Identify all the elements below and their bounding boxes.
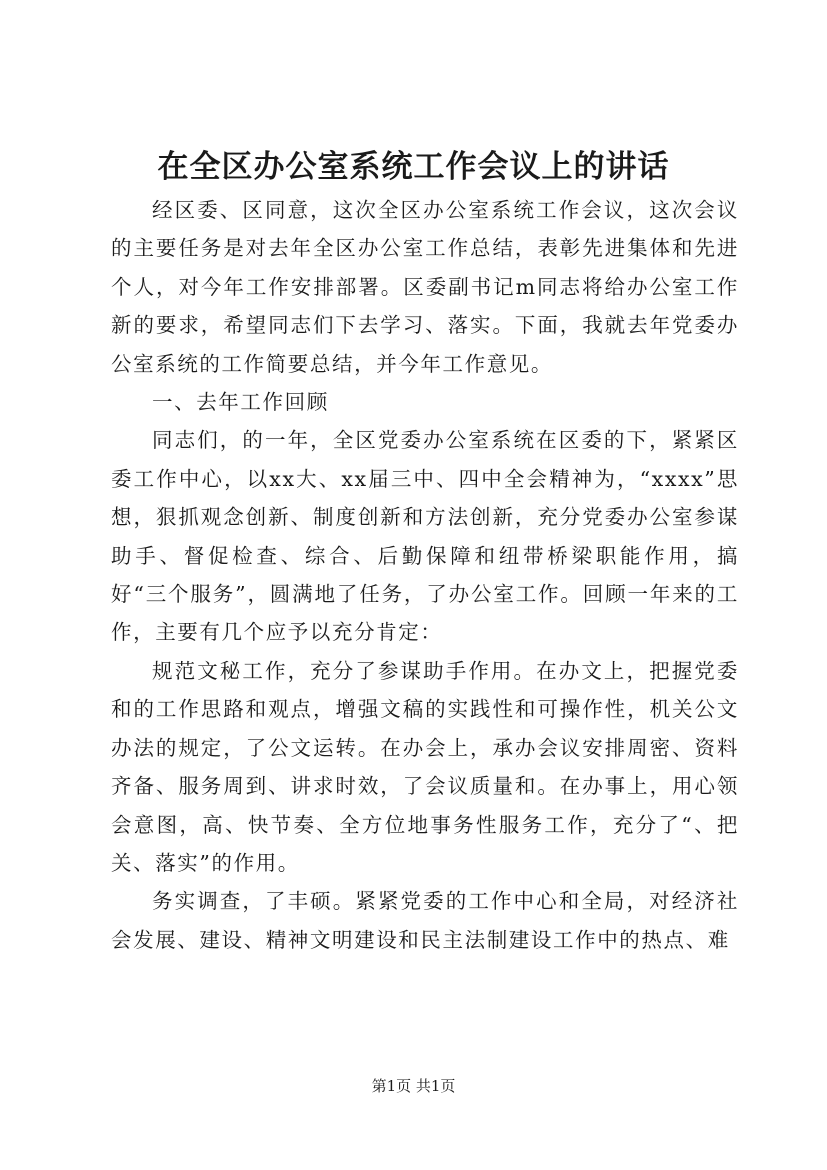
page-footer: 第1页 共1页: [371, 1077, 456, 1095]
paragraph-intro: 经区委、区同意，这次全区办公室系统工作会议，这次会议的主要任务是对去年全区办公室工作总结，表彰先进集体和先进个人，对今年工作安排部署。区委副书记m同志将给办公室工作新的要求，希望同志们下去学习、落实。下面，我就去年党委办公室系统的工作简要总结，并今年工作意见。: [111, 198, 739, 376]
document-title: 在全区办公室系统工作会议上的讲话: [157, 149, 670, 185]
paragraph-secretarial: 规范文秘工作，充分了参谋助手作用。在办文上，把握党委和的工作思路和观点，增强文稿的实践性和可操作性，机关公文办法的规定，了公文运转。在办会上，承办会议安排周密、资料齐备、服务周到、讲求时效，了会议质量和。在办事上，用心领会意图，高、快节奏、全方位地事务性服务工作，充分了“、把关、落实”的作用。: [111, 658, 739, 875]
document-body: [111, 191, 739, 959]
paragraph-review: 同志们，的一年，全区党委办公室系统在区委的下，紧紧区委工作中心，以xx大、xx届三中、四中全会精神为，“xxxx”思想，狠抓观念创新、制度创新和方法创新，充分党委办公室参谋助手、督促检查、综合、后勤保障和纽带桥梁职能作用，搞好“三个服务”，圆满地了任务，了办公室工作。回顾一年来的工作，主要有几个应予以充分肯定：: [111, 428, 739, 645]
section-heading: 一、去年工作回顾: [152, 390, 329, 415]
paragraph-research: 务实调查，了丰硕。紧紧党委的工作中心和全局，对经济社会发展、建设、精神文明建设和民主法制建设工作中的热点、难: [111, 889, 739, 952]
